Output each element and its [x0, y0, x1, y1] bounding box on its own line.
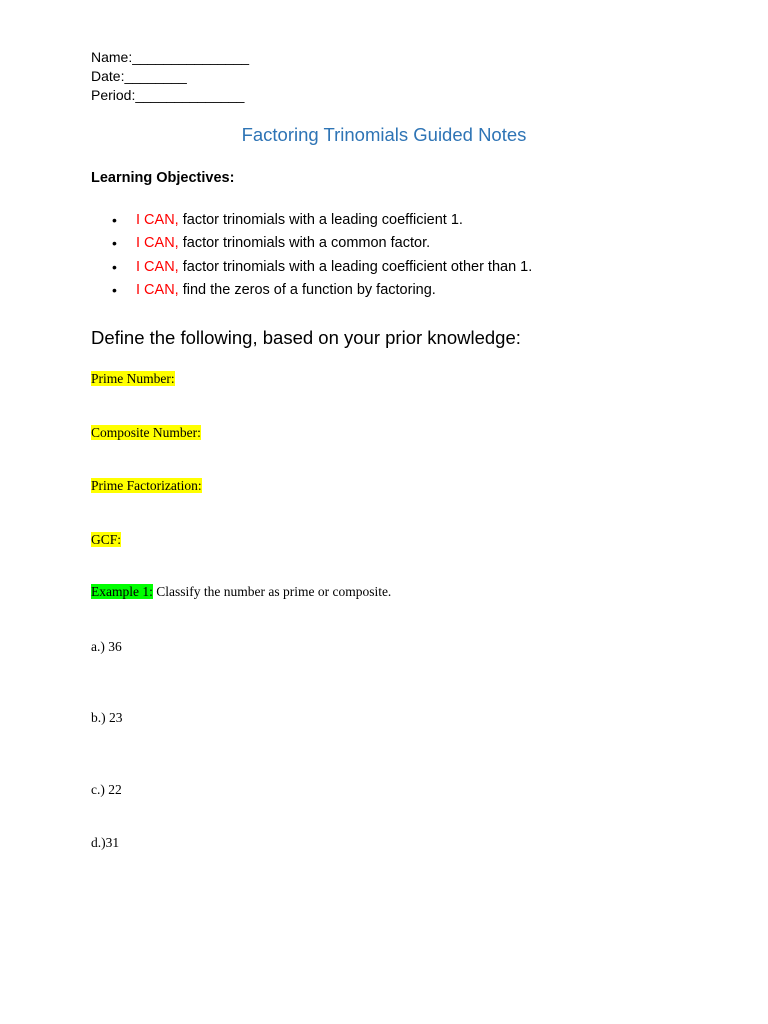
define-heading: Define the following, based on your prior knowledge:	[91, 327, 521, 348]
i-can-prefix: I CAN,	[136, 235, 179, 252]
objective-text: find the zeros of a function by factoring.	[178, 281, 436, 298]
page-title: Factoring Trinomials Guided Notes	[241, 124, 527, 145]
bullet-icon: •	[112, 258, 117, 275]
example-instruction: Classify the number as prime or composite.	[152, 584, 392, 599]
term-label: Prime Number:	[91, 371, 175, 386]
item-d: d.)31	[91, 835, 120, 850]
name-field-line: Name:_______________	[91, 49, 250, 65]
term-gcf	[91, 532, 121, 548]
bullet-icon: •	[112, 281, 117, 298]
i-can-prefix: I CAN,	[136, 212, 179, 228]
learning-objectives-heading: Learning Objectives:	[91, 170, 235, 186]
bullet-icon: •	[112, 235, 117, 252]
bullet-icon: •	[112, 212, 117, 228]
term-prime-number	[91, 371, 175, 387]
term-prime-factorization	[91, 478, 202, 494]
item-b: b.) 23	[91, 710, 123, 725]
date-field-line: Date:________	[91, 68, 187, 84]
objective-text: factor trinomials with a leading coefficient 1.	[178, 212, 463, 228]
term-composite-number	[91, 425, 201, 441]
item-c: c.) 22	[91, 782, 122, 797]
example-label: Example 1:	[91, 584, 153, 599]
i-can-prefix: I CAN,	[136, 281, 179, 298]
term-label: Composite Number:	[91, 425, 201, 440]
objective-text: factor trinomials with a common factor.	[178, 235, 431, 252]
objective-text: factor trinomials with a leading coefficient other than 1.	[178, 258, 533, 275]
i-can-prefix: I CAN,	[136, 258, 179, 275]
term-label: Prime Factorization:	[91, 478, 202, 493]
period-field-line: Period:______________	[91, 87, 245, 103]
example-1	[91, 584, 391, 600]
item-a: a.) 36	[91, 639, 122, 654]
term-label: GCF:	[91, 532, 122, 547]
